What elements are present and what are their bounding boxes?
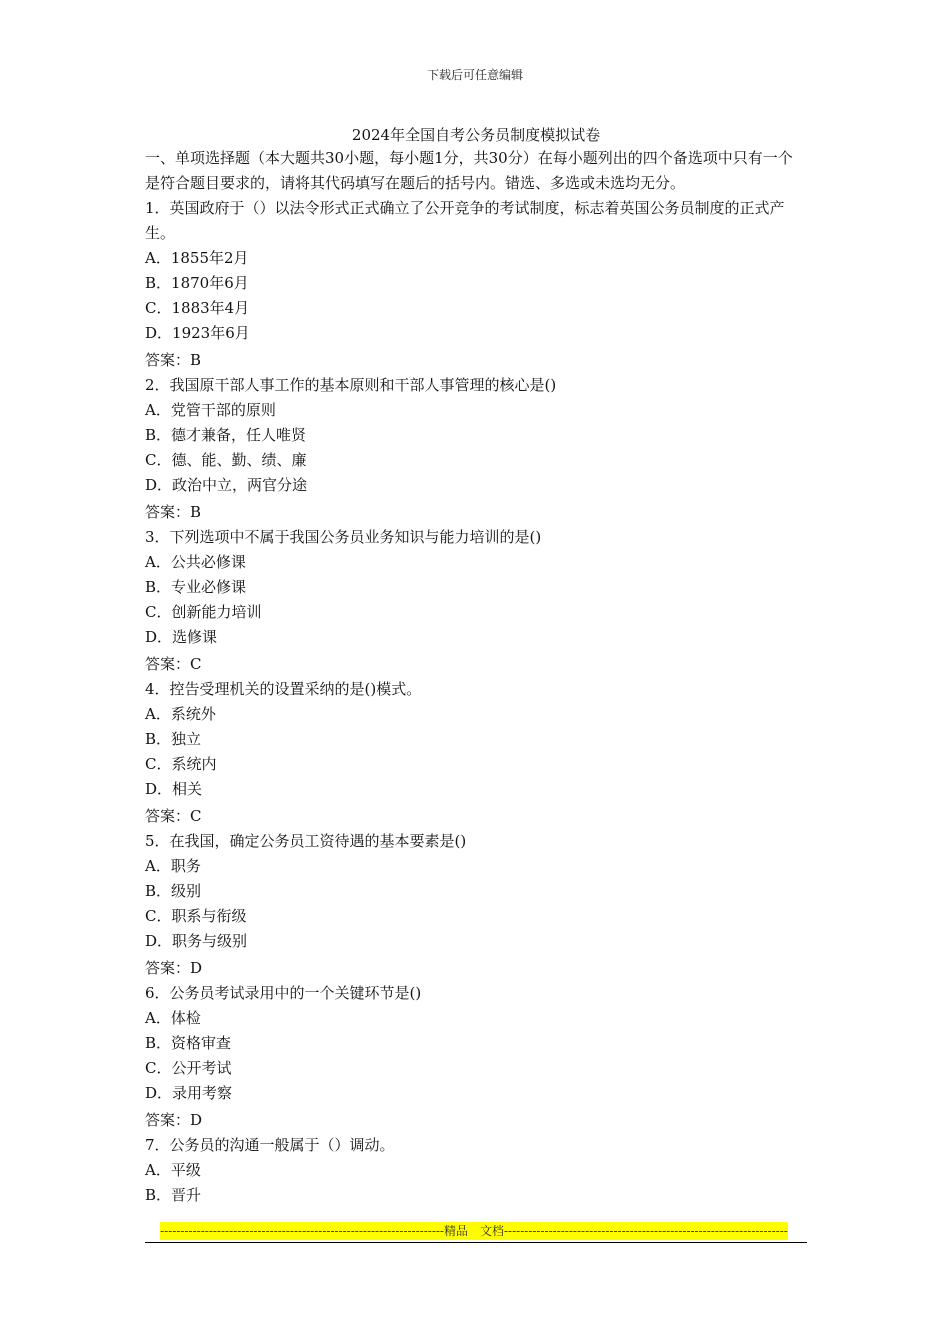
option-b: B．专业必修课	[145, 578, 247, 596]
option-a: A．公共必修课	[145, 553, 246, 571]
question-stem: 2．我国原干部人事工作的基本原则和干部人事管理的核心是()	[145, 376, 557, 394]
option-d: D．录用考察	[145, 1084, 233, 1102]
option-c: C．职系与衔级	[145, 907, 247, 925]
question-stem: 5．在我国，确定公务员工资待遇的基本要素是()	[145, 832, 467, 850]
question-7	[145, 1133, 807, 1208]
question-6	[145, 981, 807, 1133]
document-title: 2024年全国自考公务员制度模拟试卷	[351, 126, 601, 144]
option-a: A．职务	[145, 857, 201, 875]
answer: 答案：B	[145, 503, 202, 521]
question-3	[145, 525, 807, 677]
question-stem: 6．公务员考试录用中的一个关键环节是()	[145, 984, 422, 1002]
option-d: D．相关	[145, 780, 203, 798]
question-1	[145, 196, 807, 373]
answer: 答案：B	[145, 351, 202, 369]
option-d: D．职务与级别	[145, 932, 248, 950]
option-c: C．公开考试	[145, 1059, 232, 1077]
option-b: B．1870年6月	[145, 274, 249, 292]
option-c: C．德、能、勤、绩、廉	[145, 451, 307, 469]
footer-banner: ----------------------------------------------------------------------精品 文档----------------------------------------------------------------------	[160, 1224, 788, 1238]
footer-divider	[145, 1242, 807, 1243]
option-c: C．1883年4月	[145, 299, 250, 317]
option-a: A．系统外	[145, 705, 216, 723]
question-4	[145, 677, 807, 829]
document-body	[145, 124, 807, 1208]
option-a: A．党管干部的原则	[145, 401, 276, 419]
page-header: 下载后可任意编辑	[426, 68, 523, 82]
answer: 答案：D	[145, 959, 203, 977]
section-intro: 一、单项选择题（本大题共30小题，每小题1分，共30分）在每小题列出的四个备选项中只有一个是符合题目要求的，请将其代码填写在题后的括号内。错选、多选或未选均无分。	[145, 149, 793, 192]
option-b: B．晋升	[145, 1186, 202, 1204]
option-d: D．1923年6月	[145, 324, 250, 342]
question-stem: 7．公务员的沟通一般属于（）调动。	[145, 1136, 395, 1154]
option-a: A．平级	[145, 1161, 201, 1179]
answer: 答案：C	[145, 655, 202, 673]
question-5	[145, 829, 807, 981]
answer: 答案：C	[145, 807, 202, 825]
question-stem: 4．控告受理机关的设置采纳的是()模式。	[145, 680, 422, 698]
option-b: B．资格审查	[145, 1034, 232, 1052]
option-d: D．政治中立，两官分途	[145, 476, 308, 494]
option-b: B．级别	[145, 882, 202, 900]
option-c: C．系统内	[145, 755, 217, 773]
option-a: A．1855年2月	[145, 249, 249, 267]
option-b: B．德才兼备，任人唯贤	[145, 426, 307, 444]
question-stem: 3．下列选项中不属于我国公务员业务知识与能力培训的是()	[145, 528, 542, 546]
option-b: B．独立	[145, 730, 202, 748]
option-d: D．选修课	[145, 628, 218, 646]
question-2	[145, 373, 807, 525]
answer: 答案：D	[145, 1111, 203, 1129]
question-stem: 1．英国政府于（）以法令形式正式确立了公开竞争的考试制度，标志着英国公务员制度的正式产生。	[145, 199, 785, 242]
option-c: C．创新能力培训	[145, 603, 262, 621]
option-a: A．体检	[145, 1009, 201, 1027]
